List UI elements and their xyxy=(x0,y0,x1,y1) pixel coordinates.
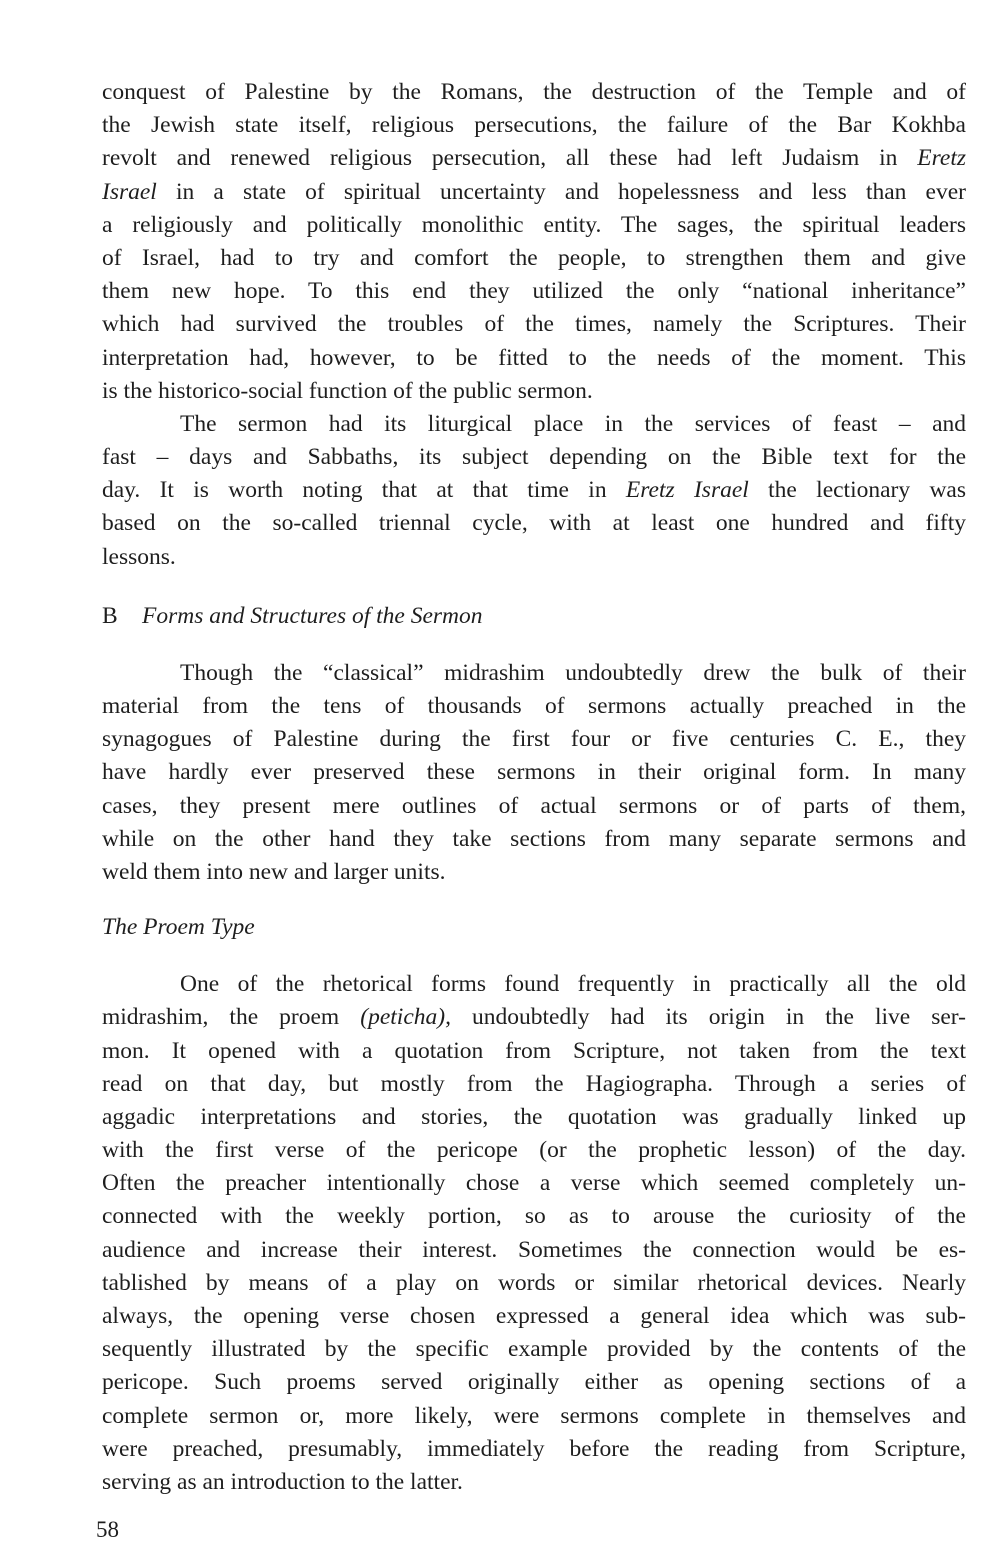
text-line: Though the “classical” midrashim undoubtedly drew the bulk of their xyxy=(180,659,966,686)
text-line: is the historico-social function of the public sermon. xyxy=(102,377,593,404)
text-line: material from the tens of thousands of sermons actually preached in the xyxy=(102,693,966,719)
page-body xyxy=(102,76,966,1499)
text-line: tablished by means of a play on words or similar rhetorical devices. Nearly xyxy=(102,1269,966,1296)
text-line: were preached, presumably, immediately before the reading from Scripture, xyxy=(102,1435,966,1462)
text-line: revolt and renewed religious persecution, all these had left Judaism in Eretz xyxy=(102,145,966,172)
text-line: serving as an introduction to the latter. xyxy=(102,1468,463,1495)
paragraph-1 xyxy=(102,76,966,408)
text-line: cases, they present mere outlines of actual sermons or of parts of them, xyxy=(102,792,966,819)
text-line: Often the preacher intentionally chose a verse which seemed completely un- xyxy=(102,1170,966,1197)
text-line: Israel in a state of spiritual uncertainty and hopelessness and less than ever xyxy=(102,178,966,205)
text-line: a religiously and politically monolithic entity. The sages, the spiritual leaders xyxy=(102,211,966,238)
text-line: while on the other hand they take sections from many separate sermons and xyxy=(102,825,966,852)
text-line: based on the so-called triennal cycle, with at least one hundred and fifty xyxy=(102,510,966,537)
text-line: interpretation had, however, to be fitted to the needs of the moment. This xyxy=(102,344,966,371)
text-line: audience and increase their interest. Sometimes the connection would be es- xyxy=(102,1236,966,1263)
text-line: midrashim, the proem (peticha), undoubtedly had its origin in the live ser- xyxy=(102,1004,966,1031)
text-line: have hardly ever preserved these sermons in their original form. In many xyxy=(102,759,966,786)
text-line: aggadic interpretations and stories, the quotation was gradually linked up xyxy=(102,1103,966,1130)
text-line: The sermon had its liturgical place in the services of feast – and xyxy=(180,410,966,437)
text-line: which had survived the troubles of the times, namely the Scriptures. Their xyxy=(102,311,966,338)
text-line: the Jewish state itself, religious persecutions, the failure of the Bar Kokhba xyxy=(102,112,966,139)
section-heading xyxy=(102,600,966,633)
text-line: with the first verse of the pericope (or the prophetic lesson) of the day. xyxy=(102,1137,966,1164)
section-title: Forms and Structures of the Sermon xyxy=(142,602,483,629)
text-line: lessons. xyxy=(102,543,176,570)
text-line: connected with the weekly portion, so as to arouse the curiosity of the xyxy=(102,1203,966,1230)
section-letter: B xyxy=(102,602,118,629)
text-line: read on that day, but mostly from the Hagiographa. Through a series of xyxy=(102,1070,966,1097)
text-line: of Israel, had to try and comfort the people, to strengthen them and give xyxy=(102,244,966,271)
text-line: complete sermon or, more likely, were sermons complete in themselves and xyxy=(102,1402,966,1429)
paragraph-2 xyxy=(102,408,966,574)
text-line: sequently illustrated by the specific example provided by the contents of the xyxy=(102,1336,966,1363)
paragraph-4 xyxy=(102,968,966,1499)
text-line: day. It is worth noting that at that time in Eretz Israel the lectionary was xyxy=(102,477,966,504)
subsection-title: The Proem Type xyxy=(102,914,255,941)
text-line: mon. It opened with a quotation from Scripture, not taken from the text xyxy=(102,1037,966,1064)
text-line: synagogues of Palestine during the first four or five centuries C. E., they xyxy=(102,726,966,753)
text-line: pericope. Such proems served originally either as opening sections of a xyxy=(102,1369,966,1396)
text-line: fast – days and Sabbaths, its subject depending on the Bible text for the xyxy=(102,444,966,471)
text-line: One of the rhetorical forms found frequently in practically all the old xyxy=(180,971,966,998)
paragraph-3 xyxy=(102,657,966,889)
text-line: weld them into new and larger units. xyxy=(102,858,446,885)
text-line: always, the opening verse chosen expressed a general idea which was sub- xyxy=(102,1303,966,1329)
text-line: conquest of Palestine by the Romans, the destruction of the Temple and of xyxy=(102,79,966,105)
text-line: them new hope. To this end they utilized the only “national inheritance” xyxy=(102,278,966,305)
page-number: 58 xyxy=(96,1517,119,1542)
